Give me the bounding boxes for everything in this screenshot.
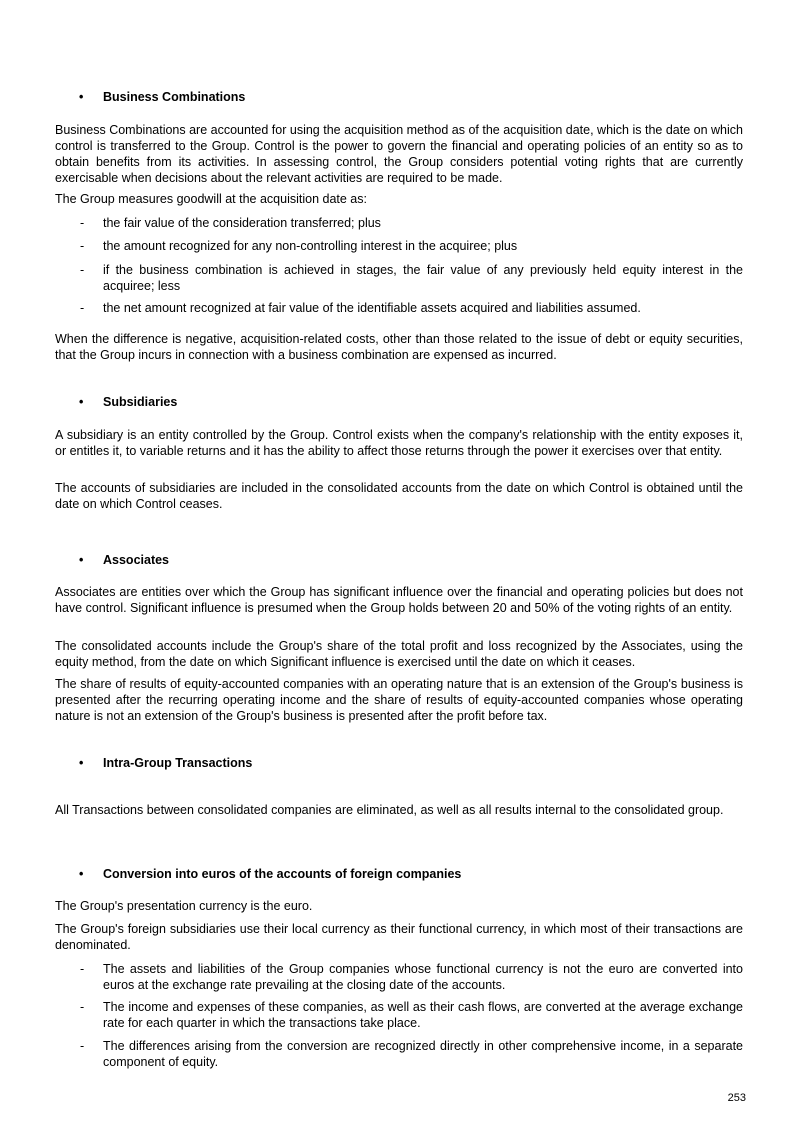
dash: - — [80, 1039, 85, 1053]
list-item-text: The assets and liabilities of the Group companies whose functional currency is not the euro are converted into euros at the exchange rate prevailing at the closing date of the accounts. — [103, 962, 743, 992]
section-heading-associates — [79, 553, 169, 567]
bullet: • — [79, 867, 84, 881]
paragraph: The Group measures goodwill at the acquisition date as: — [55, 192, 367, 206]
list-item — [80, 1038, 743, 1070]
list-item — [80, 238, 743, 254]
list-item-text: the net amount recognized at fair value of the identifiable assets acquired and liabilities assumed. — [103, 301, 641, 315]
dash: - — [80, 1000, 85, 1014]
bullet: • — [79, 756, 84, 770]
section-heading-subsidiaries — [79, 395, 177, 409]
section-heading-conversion — [79, 867, 461, 881]
heading-text: Intra-Group Transactions — [103, 756, 253, 770]
list-item-text: the fair value of the consideration transferred; plus — [103, 216, 381, 230]
bullet: • — [79, 90, 84, 104]
list-item — [80, 262, 743, 294]
section-heading-intra-group-transactions — [79, 756, 252, 770]
section-heading-business-combinations — [79, 90, 245, 104]
paragraph: Business Combinations are accounted for using the acquisition method as of the acquisition date, which is the date on which control is transferred to the Group. Control is the power to govern the financial and operating policies of an entity so as to obtain benefits from its activities. In assessing control, the Group considers potential voting rights that are currently exercisable when decisions about the relevant activities are required to be made. — [55, 123, 743, 185]
heading-text: Subsidiaries — [103, 395, 178, 409]
dash: - — [80, 301, 85, 315]
paragraph: When the difference is negative, acquisition-related costs, other than those related to the issue of debt or equity securities, that the Group incurs in connection with a business combination are expensed as incurred. — [55, 332, 743, 362]
paragraph: The share of results of equity-accounted companies with an operating nature that is an extension of the Group's business is presented after the recurring operating income and the share of results of equity-accounted companies whose operating nature is not an extension of the Group's business is presented after the profit before tax. — [55, 677, 743, 723]
bullet: • — [79, 553, 84, 567]
heading-text: Associates — [103, 553, 170, 567]
heading-text: Business Combinations — [103, 90, 246, 104]
paragraph: Associates are entities over which the Group has significant influence over the financial and operating policies but does not have control. Significant influence is presumed when the Group holds between 20 and 50% of the voting rights of an entity. — [55, 585, 743, 615]
heading-text: Conversion into euros of the accounts of foreign companies — [103, 867, 462, 881]
paragraph: A subsidiary is an entity controlled by the Group. Control exists when the company's relationship with the entity exposes it, or entitles it, to variable returns and it has the ability to affect those returns through the power it exercises over that entity. — [55, 428, 743, 458]
list-item-text: the amount recognized for any non-controlling interest in the acquiree; plus — [103, 239, 518, 253]
list-item-text: The differences arising from the conversion are recognized directly in other comprehensive income, in a separate component of equity. — [103, 1039, 743, 1069]
list-item-text: The income and expenses of these companies, as well as their cash flows, are converted at the average exchange rate for each quarter in which the transactions take place. — [103, 1000, 743, 1030]
page-number: 253 — [727, 1092, 746, 1104]
paragraph: All Transactions between consolidated companies are eliminated, as well as all results internal to the consolidated group. — [55, 803, 724, 817]
paragraph: The Group's foreign subsidiaries use their local currency as their functional currency, in which most of their transactions are denominated. — [55, 922, 743, 952]
bullet: • — [79, 395, 84, 409]
dash: - — [80, 216, 85, 230]
dash: - — [80, 962, 85, 976]
dash: - — [80, 239, 85, 253]
paragraph: The accounts of subsidiaries are included in the consolidated accounts from the date on which Control is obtained until the date on which Control ceases. — [55, 481, 743, 511]
paragraph: The consolidated accounts include the Group's share of the total profit and loss recognized by the Associates, using the equity method, from the date on which Significant influence is exercised until the date on which it ceases. — [55, 639, 743, 669]
list-item-text: if the business combination is achieved in stages, the fair value of any previously held equity interest in the acquiree; less — [103, 263, 743, 293]
list-item — [80, 215, 743, 231]
dash: - — [80, 263, 85, 277]
list-item — [80, 961, 743, 993]
list-item — [80, 999, 743, 1031]
paragraph: The Group's presentation currency is the euro. — [55, 899, 313, 913]
list-item — [80, 300, 743, 316]
